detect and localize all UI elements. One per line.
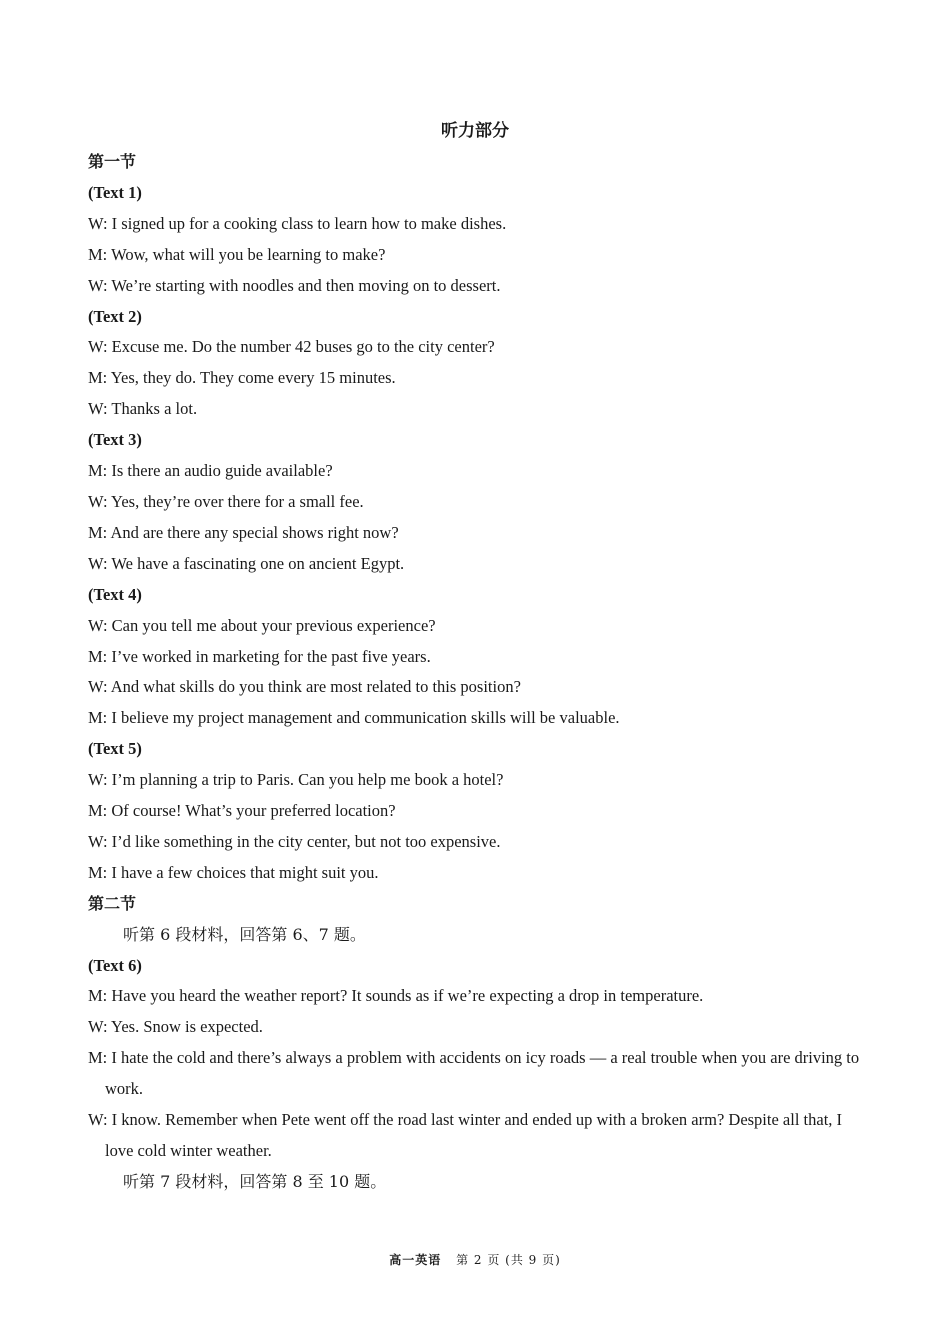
instruction-text: 听第 7 段材料，回答第 8 至 10 题。 xyxy=(123,1171,387,1191)
dialogue-line: W: Can you tell me about your previous experience? xyxy=(88,615,436,635)
dialogue-line: W: Yes. Snow is expected. xyxy=(88,1017,263,1037)
dialogue-line: W: And what skills do you think are most related to this position? xyxy=(88,677,521,697)
text-label: (Text 3) xyxy=(88,430,142,450)
section-heading: 第二节 xyxy=(88,893,137,913)
text-label: (Text 1) xyxy=(88,182,142,202)
dialogue-line: W: Excuse me. Do the number 42 buses go to the city center? xyxy=(88,337,495,357)
dialogue-line: W: I’d like something in the city center, but not too expensive. xyxy=(88,831,501,851)
dialogue-line: M: Is there an audio guide available? xyxy=(88,461,333,481)
dialogue-line: M: Of course! What’s your preferred location? xyxy=(88,801,396,821)
dialogue-line: M: I believe my project management and communication skills will be valuable. xyxy=(88,708,620,728)
dialogue-line: M: I’ve worked in marketing for the past five years. xyxy=(88,646,431,666)
dialogue-line: M: Yes, they do. They come every 15 minutes. xyxy=(88,368,396,388)
dialogue-line: W: I know. Remember when Pete went off the road last winter and ended up with a broken arm? Despite all that, I love cold winter weather. xyxy=(88,1110,843,1160)
dialogue-line: M: I hate the cold and there’s always a problem with accidents on icy roads — a real trouble when you are driving to work. xyxy=(88,1048,860,1099)
page-title: 听力部分 xyxy=(441,121,509,141)
dialogue-line: W: We have a fascinating one on ancient Egypt. xyxy=(88,553,405,573)
dialogue-line: W: Yes, they’re over there for a small fee. xyxy=(88,491,364,511)
document-content xyxy=(88,147,868,1198)
instruction-text: 听第 6 段材料，回答第 6、7 题。 xyxy=(123,924,366,944)
section-heading: 第一节 xyxy=(88,152,137,171)
footer-course: 高一英语 xyxy=(389,1253,442,1267)
dialogue-line: W: We’re starting with noodles and then moving on to dessert. xyxy=(88,275,501,295)
dialogue-line: M: And are there any special shows right now? xyxy=(88,522,399,542)
text-label: (Text 6) xyxy=(88,955,142,975)
page-footer xyxy=(0,1250,950,1270)
dialogue-line: W: I signed up for a cooking class to learn how to make dishes. xyxy=(88,213,507,233)
text-label: (Text 4) xyxy=(88,584,142,604)
text-label: (Text 5) xyxy=(88,739,142,759)
dialogue-line: M: Have you heard the weather report? It sounds as if we’re expecting a drop in temperature. xyxy=(88,986,704,1006)
footer-page-number: 第 2 页 (共 9 页) xyxy=(456,1253,561,1267)
dialogue-line: M: I have a few choices that might suit you. xyxy=(88,862,379,882)
dialogue-line: W: Thanks a lot. xyxy=(88,399,198,419)
dialogue-line: M: Wow, what will you be learning to make? xyxy=(88,244,386,264)
text-label: (Text 2) xyxy=(88,306,142,326)
dialogue-line: W: I’m planning a trip to Paris. Can you help me book a hotel? xyxy=(88,770,504,790)
